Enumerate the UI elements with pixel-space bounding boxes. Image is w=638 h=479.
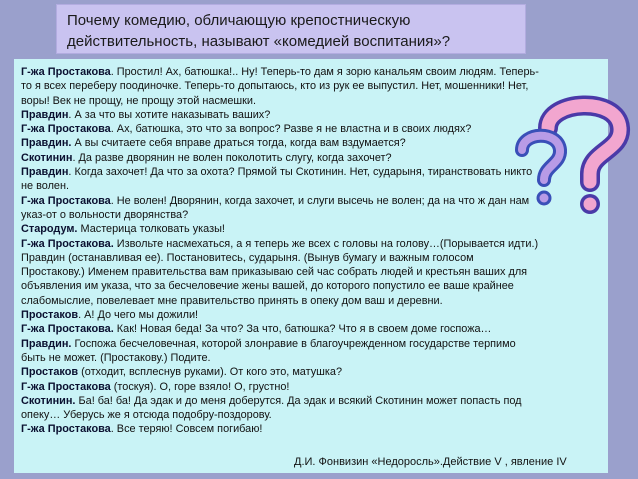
line-text: Ба! ба! ба! Да эдак и до меня доберутся. Да эдак и всякий Скотинин может попасть под xyxy=(75,394,522,407)
text-line xyxy=(21,408,602,422)
text-line xyxy=(21,222,602,236)
line-text: . Все теряю! Совсем погибаю! xyxy=(110,423,263,436)
text-line xyxy=(21,65,602,79)
speaker-name: Г-жа Простакова xyxy=(21,423,111,436)
text-line xyxy=(21,237,602,251)
line-text: Мастерица толковать указы! xyxy=(77,223,225,236)
line-text: Правдин (останавливая ее). Постановитесь, сударыня. (Вынув бумагу и важным голосом xyxy=(21,251,474,264)
text-line xyxy=(21,380,602,394)
text-line xyxy=(21,422,602,436)
speaker-name: Правдин. xyxy=(21,137,72,150)
text-line xyxy=(21,279,602,293)
line-text: Простакову.) Именем правительства вам приказываю сей час собрать людей и крестьян ваших для xyxy=(21,266,528,279)
line-text: . Не волен! Дворянин, когда захочет, и слуги высечь не волен; да на что ж дан нам xyxy=(110,194,530,207)
line-text: то я всех переберу поодиночке. Теперь-то допытаюсь, кто из рук ее выпустил. Нет, мошенники! Нет, xyxy=(21,80,529,93)
text-line xyxy=(21,308,602,322)
text-line xyxy=(21,394,602,408)
line-text: Госпожа бесчеловечная, которой злонравие в благоучрежденном государстве терпимо xyxy=(71,337,516,350)
citation: Д.И. Фонвизин «Недоросль».Действие V , явление IV xyxy=(294,456,567,468)
line-text: быть не может. (Простакову.) Подите. xyxy=(21,351,211,364)
text-line xyxy=(21,251,602,265)
line-text: . Да разве дворянин не волен поколотить слугу, когда захочет? xyxy=(72,151,392,164)
line-text: . Когда захочет! Да что за охота? Прямой ты Скотинин. Нет, сударыня, тиранствовать никто xyxy=(68,166,533,179)
line-text: . Ах, батюшка, это что за вопрос? Разве я не властна и в своих людях? xyxy=(110,123,472,136)
line-text: не волен. xyxy=(21,180,70,193)
speaker-name: Простаков xyxy=(21,309,79,322)
line-text: (отходит, всплеснув руками). От кого это, матушка? xyxy=(78,366,343,379)
speaker-name: Г-жа Простакова xyxy=(21,123,111,136)
line-text: опеку… Уберусь же я отсюда подобру-поздорову. xyxy=(21,409,272,422)
line-text: указ-от о вольности дворянства? xyxy=(21,208,189,221)
speaker-name: Правдин xyxy=(21,166,69,179)
text-line xyxy=(21,294,602,308)
slide-title xyxy=(56,4,526,54)
text-line xyxy=(21,265,602,279)
line-text: . Простил! Ах, батюшка!.. Ну! Теперь-то дам я зорю канальям своим людям. Теперь- xyxy=(110,66,539,78)
text-line xyxy=(21,337,602,351)
line-text: (тоскуя). О, горе взяло! О, грустно! xyxy=(110,380,290,393)
slide-title-line-2: действительность, называют «комедией воспитания»? xyxy=(67,33,451,50)
speaker-name: Стародум. xyxy=(21,223,78,236)
line-text: А вы считаете себя вправе драться тогда, когда вам вздумается? xyxy=(71,137,406,150)
line-text: объявления им указа, что за бесчеловечие жены вашей, до которого попустило ее ваше крайнее xyxy=(21,280,514,293)
line-text: Как! Новая беда! За что? За что, батюшка? Что я в своем доме госпожа… xyxy=(113,323,492,336)
question-mark-front-icon xyxy=(522,136,560,206)
speaker-name: Г-жа Простакова. xyxy=(21,237,114,250)
speaker-name: Г-жа Простакова. xyxy=(21,323,114,336)
line-text: воры! Век не прощу, не прощу этой насмешки. xyxy=(21,94,257,107)
text-line xyxy=(21,322,602,336)
line-text: . А! До чего мы дожили! xyxy=(78,309,199,322)
speaker-name: Скотинин. xyxy=(21,394,76,407)
line-text: слабомыслие, повелевает мне правительство принять в опеку дом ваш и деревни. xyxy=(21,294,443,307)
slide-title-line-1: Почему комедию, обличающую крепостническую xyxy=(67,12,411,29)
speaker-name: Правдин. xyxy=(21,337,72,350)
text-line xyxy=(21,365,602,379)
speaker-name: Простаков xyxy=(21,366,79,379)
speaker-name: Правдин xyxy=(21,108,69,121)
speaker-name: Г-жа Простакова xyxy=(21,380,111,393)
speaker-name: Г-жа Простакова xyxy=(21,194,111,207)
line-text: . А за что вы хотите наказывать ваших? xyxy=(68,108,271,121)
text-line xyxy=(21,351,602,365)
question-marks-icon xyxy=(508,90,638,220)
line-text: Извольте насмехаться, а я теперь же всех с головы на голову…(Порывается идти.) xyxy=(113,237,539,250)
speaker-name: Скотинин xyxy=(21,151,73,164)
speaker-name: Г-жа Простакова xyxy=(21,66,111,78)
